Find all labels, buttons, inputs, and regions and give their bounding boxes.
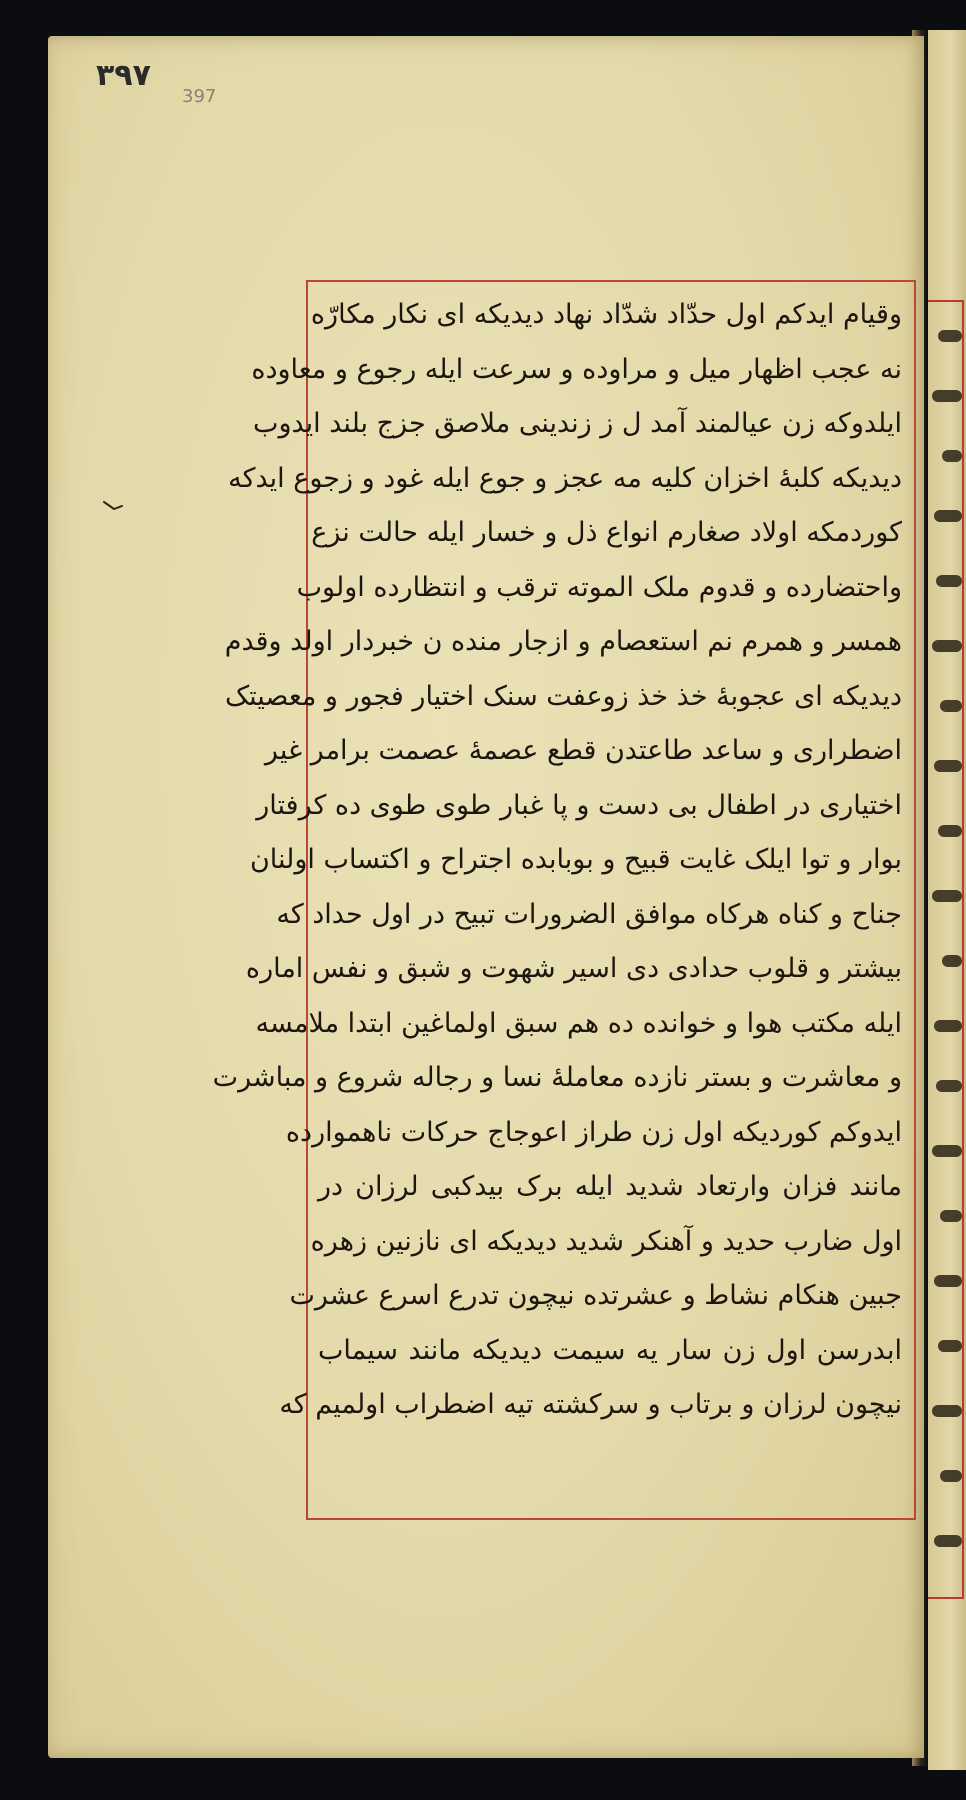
facing-text-fragment (934, 1275, 962, 1287)
text-line: اختیاری در اطفال بی دست و پا غبار طوی طوی ده کرفتار (256, 789, 902, 821)
facing-text-fragment (934, 1535, 962, 1547)
facing-text-fragment (942, 450, 962, 462)
margin-tick-mark (102, 500, 124, 514)
facing-text-fragment (934, 1020, 962, 1032)
facing-text-fragment (934, 510, 962, 522)
text-line: دیدیکه ای عجوبهٔ خذ خذ زوعفت سنک اختیار فجور و معصیتک (224, 680, 902, 712)
text-line: بوار و توا ایلک غایت قبیح و بوبابده اجتراح و اکتساب اولنان (249, 844, 902, 875)
text-line: ابدرسن اول زن سار یه سیمت دیدیکه مانند سیماب (318, 1334, 902, 1366)
text-line: ایله مکتب هوا و خوانده ده هم سبق اولماغین ابتدا ملامسه (255, 1007, 902, 1039)
text-line: ایلدوکه زن عیالمند آمد ل ز زندینی ملاصق جزج بلند ایدوب (253, 408, 902, 439)
folio-number-pencil: 397 (182, 86, 217, 107)
text-line: واحتضارده و قدوم ملک الموته ترقب و انتظارده اولوب (296, 571, 902, 603)
text-line: نه عجب اظهار میل و مراوده و سرعت ایله رجوع و معاوده (251, 353, 902, 385)
text-line: بیشتر و قلوب حدادی دی اسیر شهوت و شبق و نفس اماره (245, 953, 902, 984)
facing-text-fragment (932, 1145, 962, 1157)
text-line: مانند فزان وارتعاد شدید ایله برک بیدکبی لرزان در (318, 1171, 902, 1202)
text-line: اول ضارب حدید و آهنکر شدید دیدیکه ای نازنین زهره (310, 1225, 902, 1257)
facing-text-fragment (932, 890, 962, 902)
facing-text-fragment (940, 1210, 962, 1222)
text-line: کوردمکه اولاد صغارم انواع ذل و خسار ایله حالت نزع (311, 517, 902, 548)
facing-text-fragment (938, 330, 962, 342)
facing-text-fragment (932, 1405, 962, 1417)
facing-text-fragment (940, 1470, 962, 1482)
main-text-block (212, 288, 902, 1510)
text-line: اضطراری و ساعد طاعتدن قطع عصمهٔ عصمت برامر غیر (264, 735, 902, 766)
facing-text-fragment (940, 700, 962, 712)
text-line: ایدوکم کوردیکه اول زن طراز اعوجاج حرکات ناهموارده (285, 1116, 902, 1148)
facing-text-fragment (932, 390, 962, 402)
facing-text-fragment (938, 825, 962, 837)
text-line: و معاشرت و بستر نازده معاملهٔ نسا و رجاله شروع و مباشرت (212, 1062, 902, 1093)
facing-text-fragment (936, 575, 962, 587)
text-line: جبین هنکام نشاط و عشرتده نیچون تدرع اسرع عشرت (289, 1280, 902, 1311)
text-line: دیدیکه کلبهٔ اخزان کلیه مه عجز و جوع ایله غود و زجوع ایدکه (228, 462, 902, 494)
facing-text-fragment (934, 760, 962, 772)
text-line: جناح و کناه هرکاه موافق الضرورات تبیح در اول حداد که (276, 898, 902, 930)
facing-text-fragment (932, 640, 962, 652)
facing-page-edge (928, 30, 966, 1770)
facing-text-fragment (938, 1340, 962, 1352)
folio-number: ٣٩٧ (96, 58, 151, 93)
text-line: همسر و همرم نم استعصام و ازجار منده ن خبردار اولد وقدم (224, 626, 902, 657)
text-line: وقیام ایدکم اول حدّاد شدّاد نهاد دیدیکه ای نکار مکارّه (310, 299, 902, 330)
facing-text-fragment (936, 1080, 962, 1092)
facing-text-fragment (942, 955, 962, 967)
text-line: نیچون لرزان و برتاب و سرکشته تیه اضطراب اولمیم که (279, 1389, 902, 1420)
